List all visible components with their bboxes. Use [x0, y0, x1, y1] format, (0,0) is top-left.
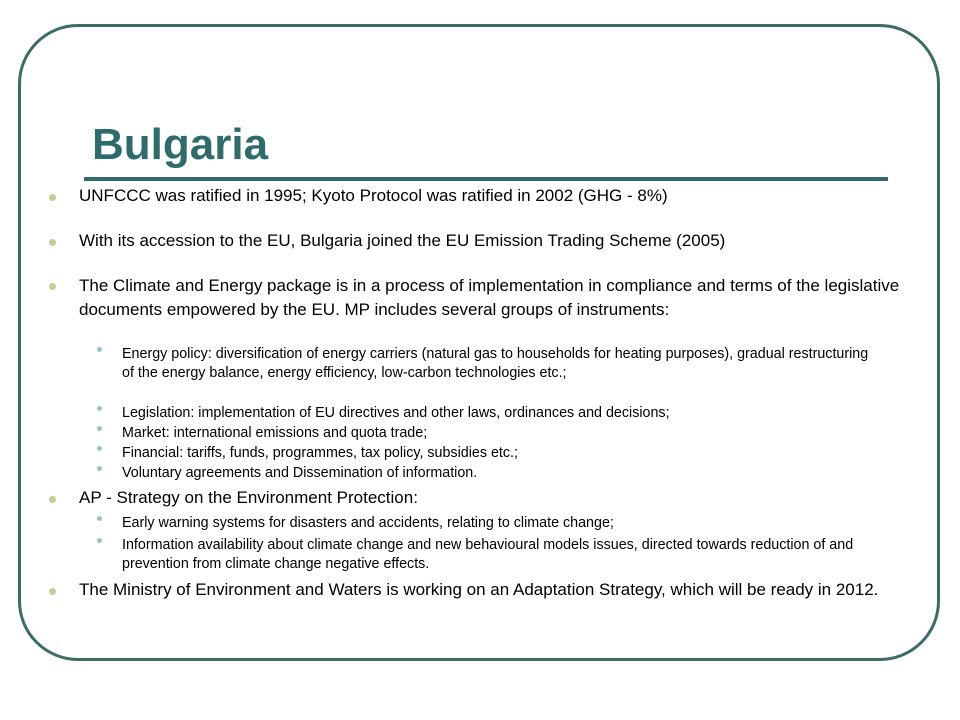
bullet-adaptation-strategy	[79, 579, 924, 601]
subitem-text: Voluntary agreements and Dissemination of information.	[122, 465, 478, 481]
sub-bullet-dot-icon	[97, 446, 102, 451]
subitem-text: Early warning systems for disasters and accidents, relating to climate change;	[122, 515, 614, 531]
bullet-dot-icon	[49, 283, 56, 290]
slide-title: Bulgaria	[92, 120, 269, 169]
sub-bullet-dot-icon	[97, 406, 102, 411]
subitem-legislation	[122, 404, 882, 423]
subitem-text: Energy policy: diversification of energy carriers (natural gas to households for heating purposes), gradual restructuring of the energy balance, energy efficiency, low-carbon technologies etc.;	[122, 346, 869, 381]
subitem-text: Legislation: implementation of EU directives and other laws, ordinances and decisions;	[122, 405, 670, 421]
bullet-dot-icon	[49, 496, 56, 503]
subitem-voluntary	[122, 464, 882, 483]
bullet-ap-strategy	[79, 487, 924, 509]
bullet-unfccc	[79, 185, 924, 207]
subitem-market	[122, 424, 882, 443]
bullet-dot-icon	[49, 239, 56, 246]
subitem-text: Market: international emissions and quota trade;	[122, 425, 428, 441]
bullet-eu-ets	[79, 230, 924, 252]
bullet-dot-icon	[49, 588, 56, 595]
subitem-text: Financial: tariffs, funds, programmes, tax policy, subsidies etc.;	[122, 445, 518, 461]
sub-bullet-dot-icon	[97, 516, 102, 521]
subitem-financial	[122, 444, 882, 463]
bullet-text: UNFCCC was ratified in 1995; Kyoto Protocol was ratified in 2002 (GHG - 8%)	[79, 186, 668, 205]
subitem-text: Information availability about climate change and new behavioural models issues, directed towards reduction of and prevention from climate change negative effects.	[122, 537, 854, 572]
bullet-text: The Climate and Energy package is in a process of implementation in compliance and terms of the legislative documents empowered by the EU. MP includes several groups of instruments:	[79, 276, 900, 319]
sub-bullet-dot-icon	[97, 347, 102, 352]
subitem-early-warning	[122, 514, 882, 533]
sub-bullet-dot-icon	[97, 466, 102, 471]
sub-bullet-dot-icon	[97, 426, 102, 431]
subitem-energy-policy	[122, 345, 882, 383]
sub-bullet-dot-icon	[97, 538, 102, 543]
bullet-dot-icon	[49, 194, 56, 201]
bullet-text: The Ministry of Environment and Waters is working on an Adaptation Strategy, which will be ready in 2012.	[79, 580, 879, 599]
bullet-text: With its accession to the EU, Bulgaria joined the EU Emission Trading Scheme (2005)	[79, 231, 726, 250]
bullet-text: AP - Strategy on the Environment Protection:	[79, 488, 418, 507]
bullet-climate-energy-package	[79, 274, 901, 321]
subitem-information	[122, 536, 882, 574]
